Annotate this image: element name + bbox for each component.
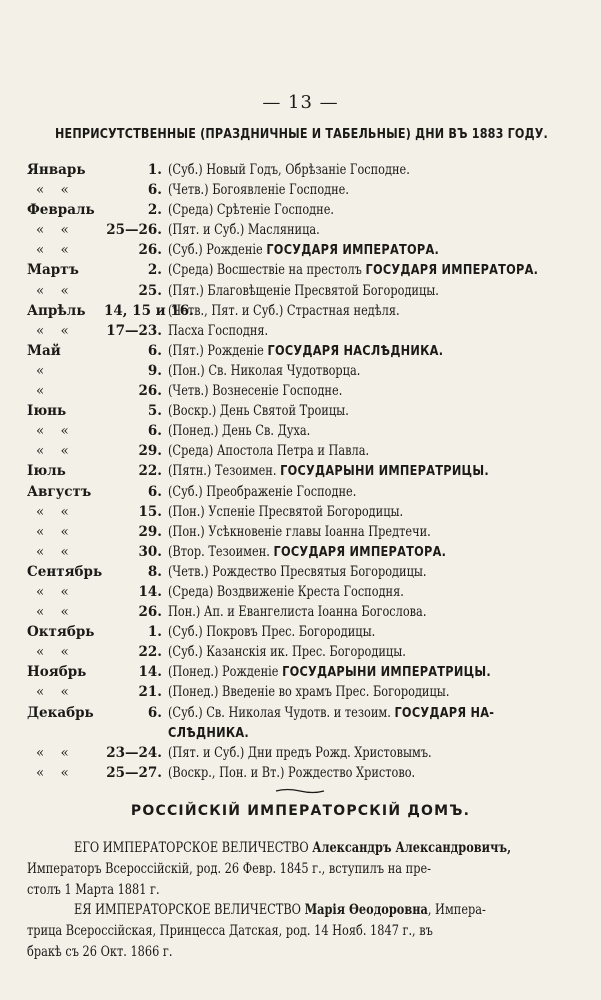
holiday-description — [168, 602, 426, 622]
holiday-row — [0, 542, 601, 562]
holiday-day: 26. — [138, 383, 162, 400]
holiday-row — [0, 482, 601, 502]
holiday-row — [0, 602, 601, 622]
holiday-row — [0, 401, 601, 421]
holiday-day: 26. — [138, 242, 162, 259]
holiday-day: 1. — [147, 624, 162, 641]
holiday-description — [168, 200, 334, 220]
holiday-day: 2. — [147, 202, 162, 219]
emperor-line-2: Императоръ Всероссійскій, род. 26 Февр. 1845 г., вступилъ на пре- — [27, 861, 432, 877]
holiday-description — [168, 381, 342, 401]
holiday-description — [168, 160, 410, 180]
holiday-description — [168, 723, 249, 743]
holiday-row — [0, 461, 601, 481]
holiday-row — [0, 160, 601, 180]
empress-name: Марія Ѳеодоровна — [304, 902, 428, 918]
holiday-bold-text: ГОСУДАРЯ ИМПЕРАТОРА. — [365, 262, 539, 279]
holiday-month: « « — [36, 764, 75, 781]
holiday-text: (Суб.) Новый Годъ, Обрѣзаніе Господне. — [168, 162, 410, 178]
holiday-text: (Среда) Восшествіе на престолъ — [168, 262, 366, 279]
holiday-text: Пасха Господня. — [168, 322, 269, 339]
holiday-row — [0, 441, 601, 461]
empress-title-tail: , Импера- — [427, 902, 486, 918]
page-heading: НЕПРИСУТСТВЕННЫЕ (ПРАЗДНИЧНЫЕ И ТАБЕЛЬНЫЕ) ДНИ ВЪ 1883 ГОДУ. — [55, 127, 548, 142]
holiday-row — [0, 301, 601, 321]
holiday-month: « « — [36, 604, 75, 621]
holiday-day: 22. — [138, 644, 162, 661]
holiday-text: (Четв.) Богоявленіе Господне. — [168, 182, 350, 199]
holiday-day: 25—27. — [106, 764, 162, 781]
holiday-description — [168, 662, 491, 682]
holiday-description — [168, 361, 360, 381]
holiday-month: « « — [36, 282, 75, 299]
holiday-text: (Пон.) Св. Николая Чудотворца. — [168, 362, 361, 379]
holiday-description — [168, 281, 439, 301]
holiday-text: (Пят.) Благовѣщеніе Пресвятой Богородицы. — [168, 282, 439, 299]
holiday-month: « — [36, 383, 51, 400]
holiday-row — [0, 723, 601, 743]
holiday-description — [168, 301, 400, 321]
holiday-description — [168, 682, 449, 702]
holiday-text: (Четв.) Вознесеніе Господне. — [168, 383, 343, 400]
holiday-day: 29. — [138, 523, 162, 540]
holiday-row — [0, 562, 601, 582]
emperor-name: Александръ Александровичъ, — [312, 840, 512, 856]
holiday-row — [0, 582, 601, 602]
holiday-bold-text: ГОСУДАРЯ ИМПЕРАТОРА. — [273, 543, 447, 560]
holiday-row — [0, 421, 601, 441]
holiday-row — [0, 260, 601, 280]
holiday-row — [0, 522, 601, 542]
holiday-month: « « — [36, 744, 75, 761]
holiday-description — [168, 622, 375, 642]
holiday-row — [0, 281, 601, 301]
page-number: — 13 — — [262, 92, 339, 113]
section-title: РОССІЙСКІЙ ИМПЕРАТОРСКІЙ ДОМЪ. — [130, 803, 471, 819]
empress-title: ЕЯ ИМПЕРАТОРСКОЕ ВЕЛИЧЕСТВО — [74, 902, 305, 918]
holiday-row — [0, 180, 601, 200]
emperor-line-1 — [27, 838, 565, 859]
holiday-description — [168, 763, 415, 783]
holiday-month: Апрѣль — [27, 302, 86, 319]
holiday-month: « « — [36, 503, 75, 520]
holiday-month: « « — [36, 583, 75, 600]
holiday-month: « « — [36, 684, 75, 701]
holiday-row — [0, 703, 601, 723]
holiday-row — [0, 381, 601, 401]
holiday-day: 14. — [138, 583, 162, 600]
holiday-description — [168, 582, 404, 602]
holiday-description — [168, 542, 446, 562]
holiday-text: (Воскр., Пон. и Вт.) Рождество Христово. — [168, 764, 416, 781]
holiday-text: (Суб.) Св. Николая Чудотв. и тезоим. — [168, 704, 395, 721]
holiday-text: (Втор. Тезоимен. — [168, 543, 274, 560]
holiday-month: « « — [36, 543, 75, 560]
holiday-description — [168, 703, 494, 723]
holiday-month: Февраль — [27, 202, 95, 219]
holiday-description — [168, 421, 310, 441]
holiday-row — [0, 743, 601, 763]
holiday-text: (Суб.) Преображеніе Господне. — [168, 483, 357, 500]
holiday-text: (Понед.) Введеніе во храмъ Прес. Богородицы. — [168, 684, 450, 701]
holiday-text: Пон.) Ап. и Евангелиста Іоанна Богослова. — [168, 604, 427, 621]
holiday-month: « « — [36, 443, 75, 460]
holiday-day: 30. — [138, 543, 162, 560]
holiday-month: « « — [36, 222, 75, 239]
holiday-month: Августъ — [27, 483, 92, 500]
holiday-month: « « — [36, 322, 75, 339]
holiday-row — [0, 682, 601, 702]
holiday-description — [168, 180, 349, 200]
holiday-description — [168, 321, 268, 341]
holiday-month: « « — [36, 523, 75, 540]
holiday-description — [168, 220, 320, 240]
holiday-text: (Пят. и Суб.) Масляница. — [168, 222, 320, 239]
holiday-description — [168, 502, 403, 522]
holiday-text: (Четв.) Рождество Пресвятыя Богородицы. — [168, 563, 427, 580]
holiday-description — [168, 441, 369, 461]
holiday-text: (Пятн.) Тезоимен. — [168, 463, 281, 480]
holiday-month: « « — [36, 242, 75, 259]
holiday-bold-text: ГОСУДАРЯ НАСЛѢДНИКА. — [267, 342, 444, 359]
holiday-day: 25—26. — [106, 222, 162, 239]
holiday-month: « « — [36, 644, 75, 661]
holiday-row — [0, 763, 601, 783]
holiday-text: (Понед.) Рожденіе — [168, 664, 283, 681]
holiday-month: Май — [27, 342, 61, 359]
holiday-text: (Четв., Пят. и Суб.) Страстная недѣля. — [168, 302, 400, 319]
holiday-row — [0, 240, 601, 260]
holiday-day: 21. — [138, 684, 162, 701]
holiday-row — [0, 341, 601, 361]
holiday-month: Сентябрь — [27, 563, 103, 580]
holiday-row — [0, 321, 601, 341]
holiday-description — [168, 562, 427, 582]
holiday-day: 9. — [147, 362, 162, 379]
holiday-row — [0, 642, 601, 662]
holiday-month: Декабрь — [27, 704, 94, 721]
empress-line-3: бракѣ съ 26 Окт. 1866 г. — [27, 944, 173, 960]
holiday-description — [168, 401, 349, 421]
holiday-day: 8. — [147, 563, 162, 580]
holiday-text: (Пон.) Успеніе Пресвятой Богородицы. — [168, 503, 404, 520]
holiday-description — [168, 461, 489, 481]
holiday-row — [0, 622, 601, 642]
holiday-day: 6. — [147, 423, 162, 440]
holiday-bold-text: ГОСУДАРЫНИ ИМПЕРАТРИЦЫ. — [280, 463, 489, 480]
holiday-month: « « — [36, 182, 75, 199]
holiday-bold-text: СЛѢДНИКА. — [168, 724, 249, 741]
holiday-day: 5. — [147, 403, 162, 420]
holiday-month: « — [36, 362, 51, 379]
holiday-description — [168, 240, 439, 260]
holiday-text: (Пят.) Рожденіе — [168, 342, 268, 359]
holiday-day: 29. — [138, 443, 162, 460]
holiday-day: 1. — [147, 162, 162, 178]
holiday-day: 22. — [138, 463, 162, 480]
holiday-day: 6. — [147, 704, 162, 721]
holiday-month: Январь — [27, 162, 86, 178]
holiday-month: Ноябрь — [27, 664, 87, 681]
ornament-divider — [274, 788, 326, 794]
holiday-month: Мартъ — [27, 262, 79, 279]
holiday-day: 2. — [147, 262, 162, 279]
holiday-day: 6. — [147, 342, 162, 359]
holiday-table — [0, 160, 601, 783]
emperor-title: ЕГО ИМПЕРАТОРСКОЕ ВЕЛИЧЕСТВО — [74, 840, 313, 856]
holiday-day: 23—24. — [106, 744, 162, 761]
holiday-text: (Суб.) Рожденіе — [168, 242, 267, 259]
holiday-row — [0, 662, 601, 682]
holiday-text: (Среда) Срѣтеніе Господне. — [168, 202, 335, 219]
holiday-text: (Понед.) День Св. Духа. — [168, 423, 311, 440]
holiday-text: (Пон.) Усѣкновеніе главы Іоанна Предтечи. — [168, 523, 431, 540]
holiday-bold-text: ГОСУДАРЯ ИМПЕРАТОРА. — [266, 242, 440, 259]
holiday-month: « « — [36, 423, 75, 440]
emperor-line-3: столъ 1 Марта 1881 г. — [27, 882, 160, 898]
holiday-description — [168, 642, 406, 662]
holiday-day: 14, 15 и 16. — [104, 302, 194, 319]
holiday-description — [168, 743, 432, 763]
holiday-text: (Суб.) Покровъ Прес. Богородицы. — [168, 624, 376, 641]
holiday-description — [168, 260, 538, 280]
holiday-day: 25. — [138, 282, 162, 299]
holiday-text: (Среда) Апостола Петра и Павла. — [168, 443, 370, 460]
holiday-bold-text: ГОСУДАРЯ НА- — [394, 704, 495, 721]
holiday-text: (Пят. и Суб.) Дни предъ Рожд. Христовымъ. — [168, 744, 432, 761]
holiday-day: 6. — [147, 483, 162, 500]
holiday-description — [168, 341, 443, 361]
holiday-day: 26. — [138, 604, 162, 621]
empress-line-1 — [27, 900, 565, 921]
holiday-row — [0, 200, 601, 220]
holiday-month: Октябрь — [27, 624, 95, 641]
holiday-row — [0, 361, 601, 381]
holiday-month: Іюль — [27, 463, 66, 480]
holiday-day: 17—23. — [106, 322, 162, 339]
holiday-month: Іюнь — [27, 403, 67, 420]
holiday-day: 6. — [147, 182, 162, 199]
empress-line-2: трица Всероссійская, Принцесса Датская, род. 14 Нояб. 1847 г., въ — [27, 923, 433, 939]
holiday-text: (Суб.) Казанскія ик. Прес. Богородицы. — [168, 644, 406, 661]
holiday-text: (Воскр.) День Святой Троицы. — [168, 403, 349, 420]
holiday-description — [168, 482, 356, 502]
holiday-description — [168, 522, 431, 542]
holiday-row — [0, 220, 601, 240]
holiday-day: 15. — [138, 503, 162, 520]
holiday-day: 14. — [138, 664, 162, 681]
holiday-bold-text: ГОСУДАРЫНИ ИМПЕРАТРИЦЫ. — [282, 664, 491, 681]
holiday-row — [0, 502, 601, 522]
holiday-text: (Среда) Воздвиженіе Креста Господня. — [168, 583, 404, 600]
